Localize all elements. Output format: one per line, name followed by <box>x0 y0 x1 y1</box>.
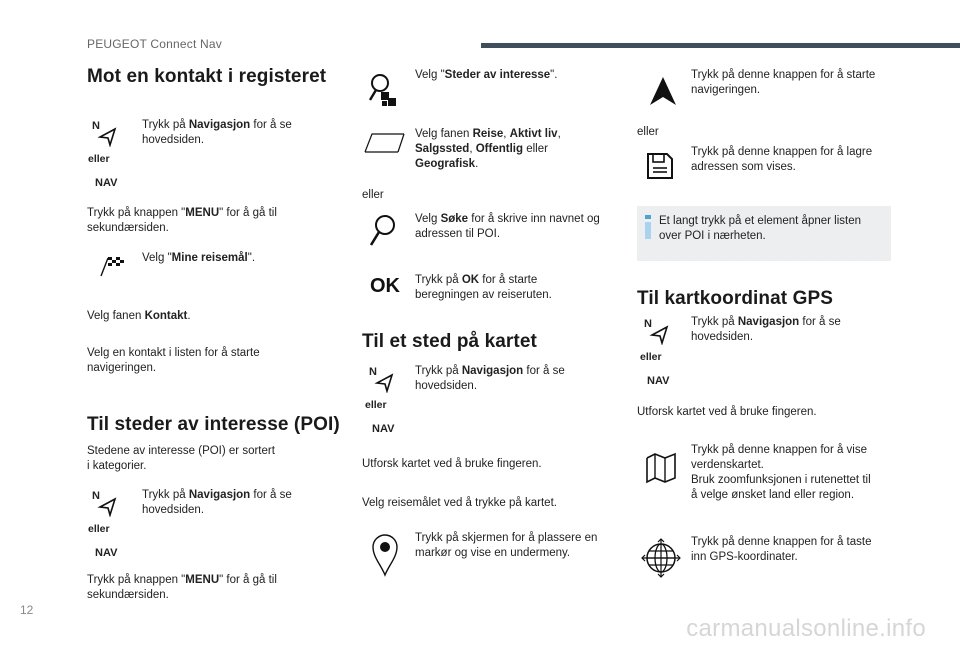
start-navigation-icon <box>647 75 679 107</box>
text-or: eller <box>637 126 659 138</box>
text-start: Trykk på denne knappen for å starte navigeringen. <box>691 69 876 96</box>
nav-icon <box>640 318 680 388</box>
poi-search-icon <box>367 72 401 112</box>
tabs-icon <box>364 132 406 154</box>
nav-n-label: N <box>92 490 100 502</box>
info-box <box>637 206 891 261</box>
text-fanen-kontakt: Velg fanen Kontakt. <box>87 310 191 322</box>
text-sorted: Stedene av interesse (POI) er sortert i kategorier. <box>87 445 275 472</box>
text-utforsk: Utforsk kartet ved å bruke fingeren. <box>362 458 542 470</box>
nav-n-label: N <box>92 120 100 132</box>
nav-label: NAV <box>95 547 118 559</box>
heading-gps: Til kartkoordinat GPS <box>637 288 834 309</box>
navigation-arrow-icon <box>97 127 117 147</box>
nav-or-label: eller <box>88 153 110 165</box>
text-menu-2: Trykk på knappen "MENU" for å gå til sekundærsiden. <box>87 574 277 601</box>
text-utforsk-gps: Utforsk kartet ved å bruke fingeren. <box>637 406 817 418</box>
text-nav-4: Trykk på Navigasjon for å se hovedsiden. <box>691 316 841 343</box>
navigation-arrow-icon <box>97 497 117 517</box>
text-taste: Trykk på denne knappen for å taste inn GPS-koordinater. <box>691 536 872 563</box>
text-sok: Velg Søke for å skrive inn navnet og adressen til POI. <box>415 213 600 240</box>
nav-icon <box>88 120 128 190</box>
ok-icon: OK <box>370 275 400 297</box>
nav-label: NAV <box>647 375 670 387</box>
text-nav-1: Trykk på Navigasjon for å se hovedsiden. <box>142 119 292 146</box>
globe-icon <box>641 538 681 578</box>
text-vise: Trykk på denne knappen for å vise verdenskartet. Bruk zoomfunksjonen i rutenettet til å velge ønsket land eller region. <box>691 444 871 501</box>
text-menu-1: Trykk på knappen "MENU" for å gå til sekundærsiden. <box>87 207 277 234</box>
nav-or-label: eller <box>640 351 662 363</box>
header-bar <box>481 43 960 48</box>
page-number: 12 <box>20 603 34 617</box>
nav-or-label: eller <box>88 523 110 535</box>
text-nav-2: Trykk på Navigasjon for å se hovedsiden. <box>142 489 292 516</box>
navigation-arrow-icon <box>374 373 394 393</box>
navigation-arrow-icon <box>649 325 669 345</box>
text-or: eller <box>362 189 384 201</box>
text-nav-3: Trykk på Navigasjon for å se hovedsiden. <box>415 365 565 392</box>
nav-label: NAV <box>95 177 118 189</box>
info-icon <box>645 215 651 239</box>
heading-contact: Mot en kontakt i registeret <box>87 66 327 87</box>
info-text: Et langt trykk på et element åpner listen over POI i nærheten. <box>659 215 861 242</box>
text-velg: Velg reisemålet ved å trykke på kartet. <box>362 497 557 509</box>
search-icon <box>368 213 398 249</box>
heading-poi: Til steder av interesse (POI) <box>87 414 340 435</box>
text-skjerm: Trykk på skjermen for å plassere en markør og vise en undermeny. <box>415 532 598 559</box>
watermark: carmanualsonline.info <box>686 615 926 642</box>
text-reise: Velg fanen Reise, Aktivt liv, Salgssted, Offentlig eller Geografisk. <box>415 128 561 170</box>
text-ok: Trykk på OK for å starte beregningen av reiseruten. <box>415 274 552 301</box>
header-title: PEUGEOT Connect Nav <box>87 37 222 51</box>
save-icon <box>645 151 675 181</box>
nav-n-label: N <box>644 318 652 330</box>
text-steder: Velg "Steder av interesse". <box>415 69 558 81</box>
nav-n-label: N <box>369 366 377 378</box>
heading-map: Til et sted på kartet <box>362 331 537 352</box>
map-pin-icon <box>371 533 399 577</box>
text-mine: Velg "Mine reisemål". <box>142 252 256 264</box>
nav-icon <box>365 366 405 436</box>
checkered-flag-icon <box>98 254 126 278</box>
nav-label: NAV <box>372 423 395 435</box>
text-lagre: Trykk på denne knappen for å lagre adressen som vises. <box>691 146 873 173</box>
nav-icon <box>88 490 128 560</box>
text-kontakt: Velg en kontakt i listen for å starte navigeringen. <box>87 347 260 374</box>
world-map-icon <box>645 452 677 484</box>
nav-or-label: eller <box>365 399 387 411</box>
